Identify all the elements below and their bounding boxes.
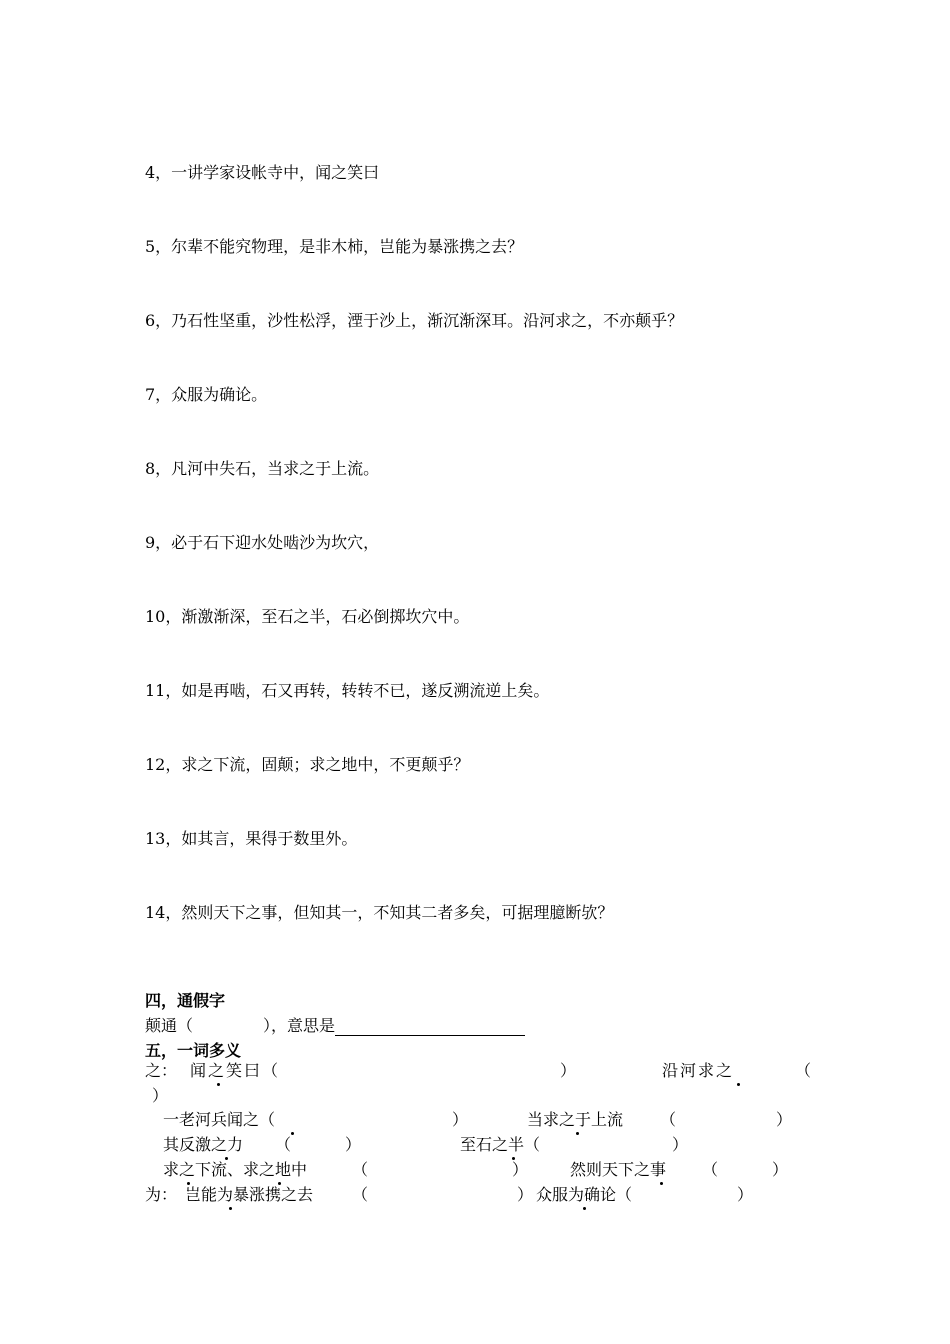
sentence-5: 5，尔辈不能究物理，是非木柿，岂能为暴涨携之去？ [145, 237, 524, 256]
sentence-4: 4，一讲学家设帐寺中，闻之笑曰 [145, 163, 380, 182]
emphasis-dot [583, 1207, 586, 1210]
zhi-item-4: 当求之于上流 [527, 1110, 624, 1129]
zhi-item-2-close: ） [152, 1086, 169, 1105]
zhi-item-7-open: （ [352, 1160, 369, 1179]
emphasis-dot [217, 1083, 220, 1086]
zhi-item-5-close: ） [345, 1135, 362, 1154]
wei-label: 为： [145, 1185, 178, 1204]
zhi-item-1: 闻之笑曰（ [190, 1061, 281, 1080]
zhi-item-5-open: （ [275, 1135, 292, 1154]
zhi-item-7-close: ） [512, 1160, 529, 1179]
zhi-item-8: 然则天下之事 [570, 1160, 667, 1179]
section-4-heading: 四，通假字 [145, 991, 226, 1010]
sentence-14: 14，然则天下之事，但知其一，不知其二者多矣，可据理臆断欤？ [145, 903, 614, 922]
zhi-item-4-open: （ [660, 1110, 677, 1129]
answer-blank[interactable] [335, 1019, 525, 1036]
emphasis-dot [512, 1157, 515, 1160]
zhi-item-2-open: （ [795, 1061, 812, 1080]
sentence-13: 13，如其言，果得于数里外。 [145, 829, 358, 848]
tongjia-mid: ），意思是 [263, 1016, 336, 1035]
emphasis-dot [291, 1132, 294, 1135]
zhi-item-6-close: ） [672, 1135, 689, 1154]
wei-item-2: 众服为确论（ [536, 1185, 633, 1204]
emphasis-dot [576, 1132, 579, 1135]
zhi-item-3-close: ） [452, 1110, 469, 1129]
wei-item-1-close: ） [517, 1185, 534, 1204]
zhi-item-7: 求之下流、求之地中 [163, 1160, 308, 1179]
emphasis-dot [737, 1083, 740, 1086]
sentence-10: 10，渐激渐深，至石之半，石必倒掷坎穴中。 [145, 607, 470, 626]
sentence-9: 9，必于石下迎水处啮沙为坎穴， [145, 533, 380, 552]
zhi-item-2: 沿河求之 [662, 1061, 735, 1080]
zhi-item-3: 一老河兵闻之（ [163, 1110, 276, 1129]
zhi-item-8-open: （ [702, 1160, 719, 1179]
zhi-label: 之： [145, 1061, 178, 1080]
wei-item-1-open: （ [352, 1185, 369, 1204]
wei-item-1: 岂能为暴涨携之去 [185, 1185, 314, 1204]
wei-item-2-close: ） [737, 1185, 754, 1204]
emphasis-dot [229, 1207, 232, 1210]
zhi-item-8-close: ） [772, 1160, 789, 1179]
zhi-item-1-close: ） [560, 1061, 577, 1080]
emphasis-dot [187, 1182, 190, 1185]
emphasis-dot [225, 1157, 228, 1160]
zhi-item-5: 其反激之力 [163, 1135, 244, 1154]
emphasis-dot [278, 1182, 281, 1185]
zhi-item-4-close: ） [776, 1110, 793, 1129]
sentence-6: 6，乃石性坚重，沙性松浮，湮于沙上，渐沉渐深耳。沿河求之，不亦颠乎？ [145, 311, 684, 330]
sentence-7: 7，众服为确论。 [145, 385, 268, 404]
sentence-11: 11，如是再啮，石又再转，转转不已，遂反溯流逆上矣。 [145, 681, 550, 700]
tongjia-prefix: 颠通（ [145, 1016, 194, 1035]
zhi-item-6: 至石之半（ [460, 1135, 541, 1154]
sentence-8: 8，凡河中失石，当求之于上流。 [145, 459, 380, 478]
section-5-heading: 五，一词多义 [145, 1041, 242, 1060]
emphasis-dot [660, 1182, 663, 1185]
section-4-line [145, 1013, 525, 1036]
sentence-12: 12，求之下流，固颠；求之地中，不更颠乎？ [145, 755, 470, 774]
